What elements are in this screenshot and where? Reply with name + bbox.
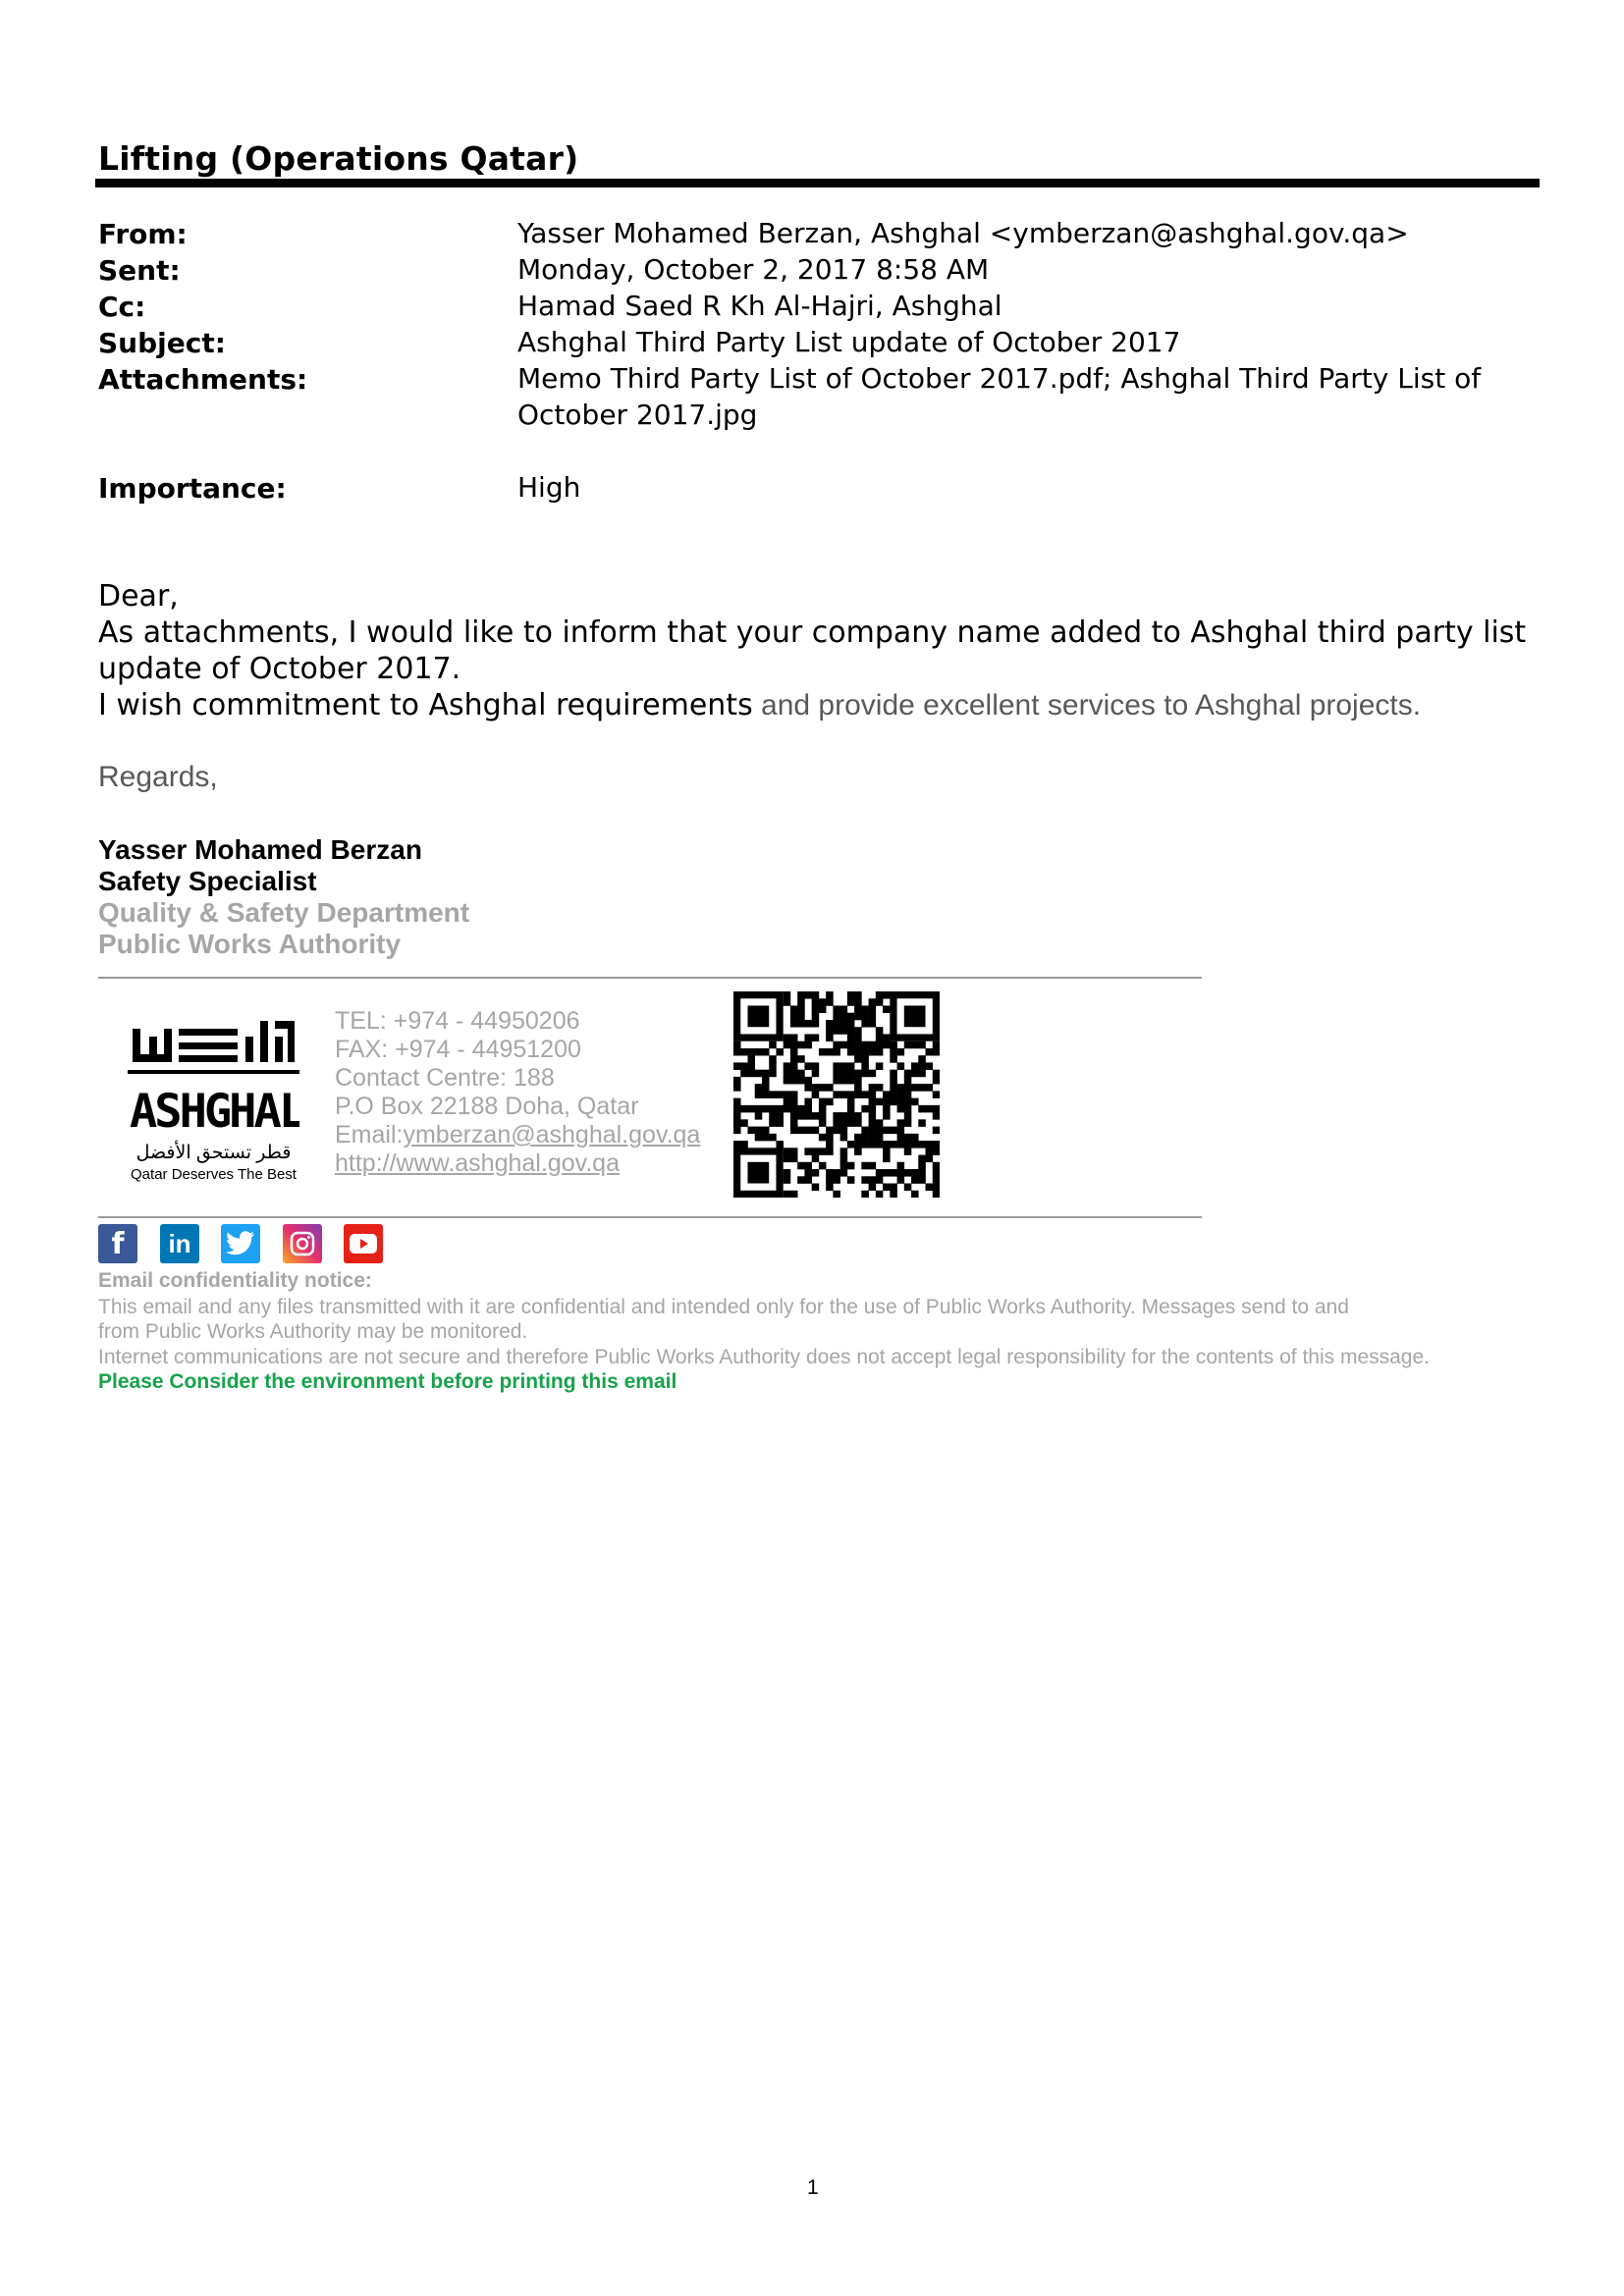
sent-value: Monday, October 2, 2017 8:58 AM: [517, 253, 990, 286]
logo-arabic-tagline: قطر تستحق الأفضل: [135, 1143, 292, 1163]
youtube-icon[interactable]: [344, 1224, 383, 1263]
confidentiality-line-1: This email and any files transmitted with it are confidential and intended only for the use of Public Works Authority. Messages send to and: [98, 1296, 1349, 1318]
twitter-icon[interactable]: [221, 1224, 260, 1263]
contact-po-box: P.O Box 22188 Doha, Qatar: [335, 1093, 639, 1120]
cc-label: Cc:: [98, 291, 146, 323]
title-divider: [95, 179, 1540, 187]
confidentiality-line-3: Internet communications are not secure and therefore Public Works Authority does not accept legal responsibility for the contents of this message.: [98, 1346, 1430, 1368]
attachments-label: Attachments:: [98, 363, 308, 396]
body-paragraph-2-part-a: I wish commitment to Ashghal requirements: [98, 688, 753, 722]
contact-email-row: [335, 1121, 700, 1149]
facebook-icon[interactable]: f: [98, 1224, 137, 1263]
contact-centre: Contact Centre: 188: [335, 1064, 555, 1092]
body-paragraph-2: [98, 687, 1532, 723]
signature-name: Yasser Mohamed Berzan: [98, 834, 422, 865]
page-title: Lifting (Operations Qatar): [98, 139, 579, 178]
contact-tel: TEL: +974 - 44950206: [335, 1007, 580, 1035]
closing: Regards,: [98, 761, 218, 793]
importance-value: High: [517, 471, 581, 504]
signature-position: Safety Specialist: [98, 866, 317, 896]
contact-fax: FAX: +974 - 44951200: [335, 1036, 581, 1063]
body-paragraph-2-part-b: and provide excellent services to Ashghal projects.: [752, 689, 1422, 721]
ashghal-logo-mark: [128, 1019, 299, 1135]
from-label: From:: [98, 218, 188, 250]
logo-english-tagline: Qatar Deserves The Best: [131, 1166, 297, 1183]
attachments-value[interactable]: Memo Third Party List of October 2017.pdf; Ashghal Third Party List of October 2017.jpg: [517, 362, 1482, 431]
ashghal-logo: [128, 1019, 299, 1183]
contact-email-label: Email:: [335, 1121, 404, 1148]
linkedin-icon[interactable]: in: [160, 1224, 199, 1263]
sent-label: Sent:: [98, 254, 181, 287]
importance-label: Importance:: [98, 472, 287, 505]
confidentiality-title: Email confidentiality notice:: [98, 1269, 372, 1292]
contact-block: [335, 1007, 700, 1178]
subject-value: Ashghal Third Party List update of October 2017: [517, 326, 1181, 358]
qr-code-graphic: [733, 991, 940, 1198]
qr-code: [733, 991, 940, 1202]
body-paragraph-1: As attachments, I would like to inform that your company name added to Ashghal third party list update of October 2017.: [98, 615, 1527, 686]
signature-divider-top: [98, 977, 1202, 979]
email-link[interactable]: ymberzan@ashghal.gov.qa: [403, 1121, 701, 1148]
signature-divider-bottom: [98, 1216, 1202, 1218]
cc-value: Hamad Saed R Kh Al-Hajri, Ashghal: [517, 290, 1002, 322]
environment-notice: Please Consider the environment before printing this email: [98, 1370, 677, 1393]
from-value: Yasser Mohamed Berzan, Ashghal <ymberzan@ashghal.gov.qa>: [517, 217, 1409, 249]
page-number: 1: [807, 2176, 819, 2199]
instagram-icon[interactable]: [283, 1224, 322, 1263]
subject-label: Subject:: [98, 327, 226, 359]
greeting: Dear,: [98, 579, 179, 614]
website-link[interactable]: http://www.ashghal.gov.qa: [335, 1149, 620, 1177]
logo-wordmark: ASHGHAL: [130, 1085, 299, 1135]
signature-organization: Public Works Authority: [98, 929, 402, 959]
confidentiality-line-2: from Public Works Authority may be monitored.: [98, 1320, 528, 1343]
signature-department: Quality & Safety Department: [98, 897, 470, 928]
